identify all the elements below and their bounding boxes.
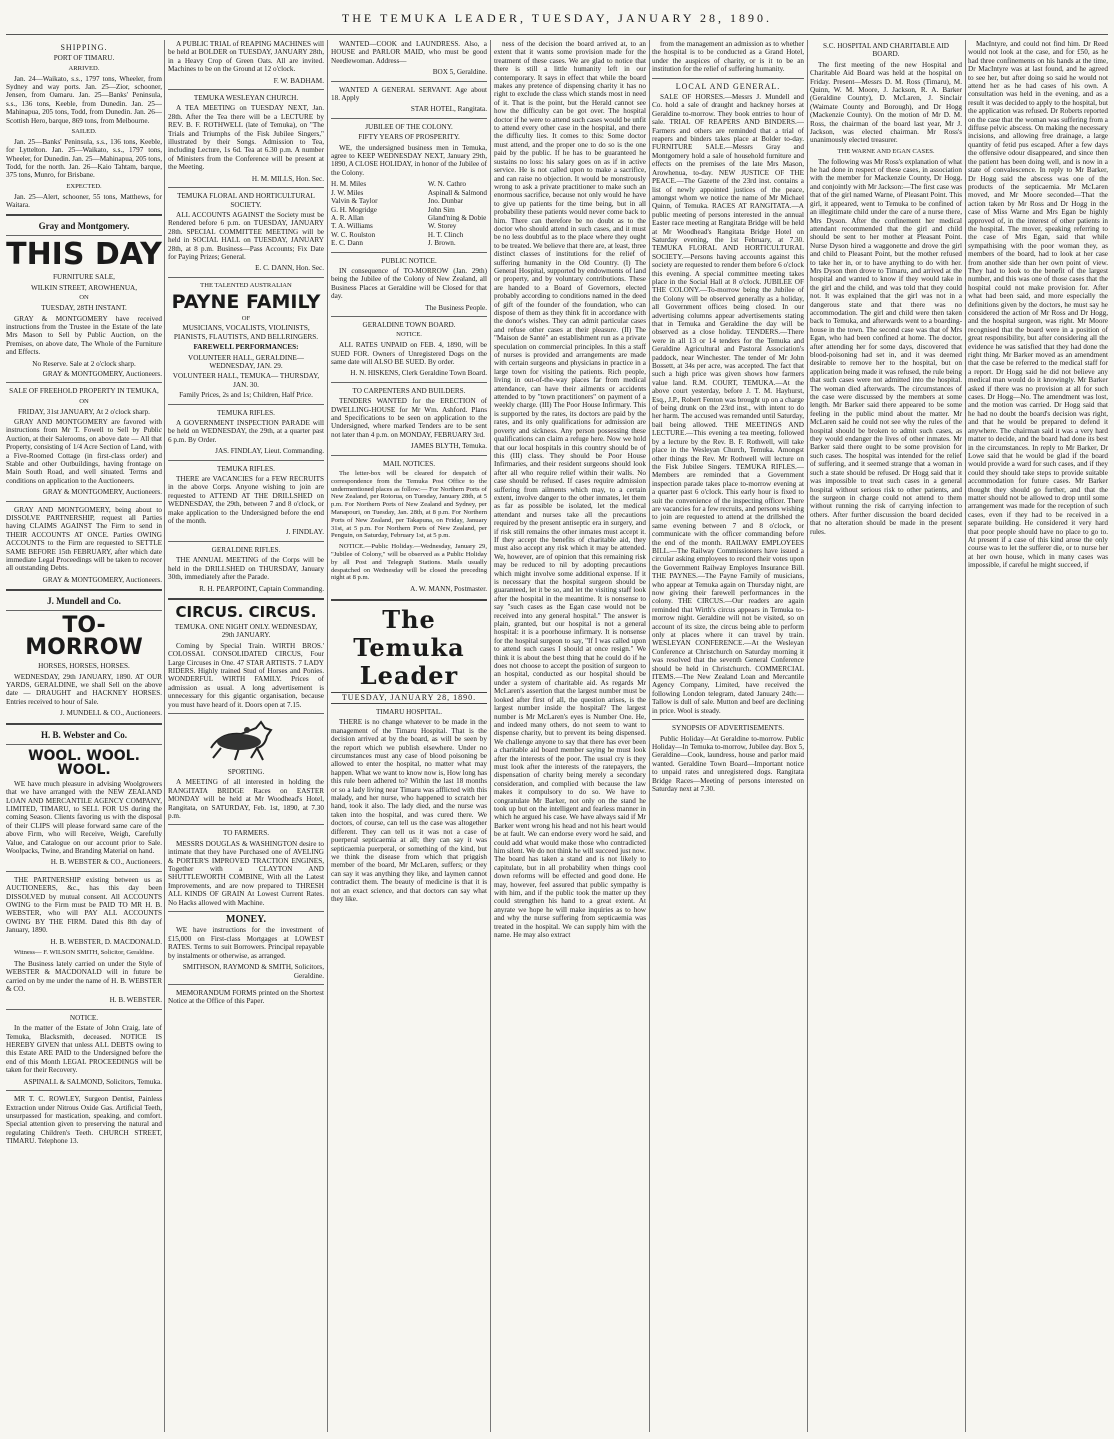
ad-body: GRAY & MONTGOMERY have received instructions from the Trustee in the Estate of the late Mrs Mason to Sell by Public Auction, on the Premises, on above date, The Whole of the Furniture and Effects. (6, 314, 162, 357)
arrived-label: ARRIVED. (68, 64, 100, 72)
rifles-heading: TEMUKA RIFLES. (217, 464, 275, 473)
signatory: H. M. Miles (331, 180, 367, 189)
ad-signature: H. B. WEBSTER. (109, 996, 162, 1005)
divider (168, 911, 324, 912)
divider (6, 589, 162, 591)
expected-text: Jan. 25—Alert, schooner, 55 tons, Matthews, for Waitara. (6, 192, 162, 210)
ad-signature: JAMES BLYTH, Temuka. (410, 442, 487, 451)
payne-geraldine: VOLUNTEER HALL, GERALDINE— WEDNESDAY, JAN. 29. (188, 353, 304, 370)
ad-signature: J. FINDLAY. (285, 528, 324, 537)
ad-body: A GOVERNMENT INSPECTION PARADE will be held on WEDNESDAY, the 29th, at a quarter past 6 p.m. By Order. (168, 419, 324, 444)
divider (168, 824, 324, 825)
column-3 (331, 40, 487, 1432)
column-1 (6, 40, 162, 1432)
notice-heading: NOTICE. (69, 1013, 99, 1022)
signatory: Gland'ning & Dobie (427, 213, 487, 222)
synopsis-text: Public Holiday—At Geraldine to-morrow. Public Holiday—In Temuka to-morrow, Jubilee day. Box 5, Geraldine—Cook, laundress, house and parlor maid wanted. Geraldine Town Board—Important notice to unpaid rates and unregistered dogs. Rangitata Bridge Races—Meeting of persons interested on Saturday next at 7.30. (652, 734, 804, 793)
editorial-text: ness of the decision the board arrived at, to an extent that it wants some provision made for the treatment of these cases. We are glad to notice that there is still a little humanity left in our contemporary. It says in effect that while the board makes any pretence of dispensing charity it has no right to exclude the class which stands most in need of it. That is the point, but the Herald cannot see how the difficulty can be got over. The hospital doctor if he were to attend such cases would be unfit to attend every other case in the hospital, and there the difficulty lies. It comes to this: Some doctor must attend, and the proper one to do so is the one paid by the public. If he has to be guaranteed he sustains no loss: his salary goes on as if in active service. He is not called upon to make a sacrifice, and can raise no objection. It would be monstrously wrong to ask a private practitioner to make such an enormous sacrifice, because not only would he have to give up patients for the time being, but in all probability these patients would never come back to him. There can therefore be no doubt as to the doctor who should attend in such cases, and it must be no less doubtful as to the place where they ought to be treated. We believe that there are, at least, three distinct classes of institutions for the relief of suffering humanity in the Old Country. (I) The General Hospital, supported by endowments of land or property, and by voluntary contributions. These are handed to a Board of Governors, elected probably according to conditions named in the deed of gift of the founder of the foundation, who can dispose of them as they think fit in accordance with the donor's wishes. They can admit particular cases and refuse other cases at their pleasure. (II) The "Maison de Santé" an establishment run as a private speculation on commercial principles. In this a staff of nurses is provided and arrangements are made with certain surgeons and physicians in practice in a large town for visiting the patients. Rich people, living in out-of-the-way places far from medical attendance, can have their ailments or accidents attended to by "town practitioners" on payment of a weekly charge. (III) The Poor House Infirmary. This is supported by the rates, its doctors are paid by the rates, and its only qualifications for admission are poverty and sickness. Any person possessing these qualifications can claim a refuge here. Now we hold that our local hospitals in this country should be of this (III) class. They should be Poor House Infirmaries, and their resident surgeons should look after all who require relief within their walls. No case should be refused. If cases require admission suffering from ailments which may, to a certain extent, involve danger to the other inmates, let them as far as possible be isolated, let the medical attendant and nurses take all the precautions required by the present antiseptic era in surgery, and if risk still remains the other inmates must accept it. If they accept the benefits of charitable aid, they must also accept any risk which it may be attended. We, however, are of opinion that this remaining risk may be reduced to nil by adopting precautions which might involve some additional expense. If it is necessary that the hospital surgeon should be guaranteed, let it be so, and let the visiting staff look after the hospital in the meantime. It is nonsense to say "such cases as the Egan case would not be received into any general hospital." The answer is plain, granted, but our hospital is not a general hospital: it is a poorhouse infirmary. It is nonsense for the hospital surgeon to say, "If I was called upon to attend such cases I should at once resign." We think it is about the best thing that he could do if he does not choose to accept the position of surgeon to an hospital, conducted as our hospital should be under a system of charitable aid. As regards Mr McLaren's assertion that the largest number must be looked after first of all, the question arises, is the largest number inside the hospital? The largest number is Mr McLaren's eyes is Number One. He, and indeed many others, do not seem to want to dispense charity, but to prevent its being dispensed. We challenge anyone to say that there has ever been a charitable aid board member saying he must look after the interests of the poor. The usual cry is they must look after the interests of the ratepayers, the dispensation of charity being merely a secondary consideration, and complied with because the law makes it compulsory to do so. We have to congratulate Mr Barker, not only on the stand he took up but on the intelligent and fearless manner in which he argued his case. We have always said if Mr Barker went wrong his head and not his heart would be at fault. We can endorse every word he said, and could add what would make those who contradicted him silent. We do not think he will succeed just now. The board has taken a stand and is not likely to capitulate, but in all probability when things cool down reforms will be effected and good done. He may, however, feel assured that public sympathy is with him, and if the public took the matter up they could strengthen his hand to a great extent. At anyrate we hope he will make inquiries as to how and why the nurse suffering from septicaemia was treated in the hospital. We can supply him with the name. He may also extract (494, 40, 646, 940)
column-2 (168, 40, 324, 1432)
mail-note: NOTICE.—Public Holiday.—Wednesday, January 29, "Jubilee of Colony," will be observed as a Public Holiday by all Post and Telegraph Stations. Mails usually despatched on Wednesday will be closed the preceding night at 8 p.m. (331, 543, 487, 582)
report-text: The first meeting of the new Hospital and Charitable Aid Board was held at the hospital on Friday. Present—Messrs D. M. Ross (Timaru), M. Quinn, W. M. Moore, J. Jackson, R. A. Barker (Geraldine County), D. McLaren, J. Sinclair (Waimate County and Borough), and Dr Hogg (Mackenzie County). On the motion of Mr D. M. Ross, the chairman of the board last year, Mr J. Jackson, was elected chairman. Mr Ross's unanimously elected treasurer. (810, 60, 962, 145)
divider (6, 723, 162, 725)
ad-body: WEDNESDAY, 29th JANUARY, 1890. AT OUR YARDS, GERALDINE, we shall Sell on the above date — DRAUGHT and HACKNEY HORSES. Entries received to hour of Sale. (6, 672, 162, 706)
expected-label: EXPECTED. (66, 182, 102, 190)
ad-body: IN consequence of TO-MORROW (Jan. 29th) being the Jubilee of the Colony of New Zealand, all Business Places at Geraldine will be Closed for that day. (331, 266, 487, 301)
ad-body: GRAY AND MONTGOMERY, being about to DISSOLVE PARTNERSHIP, request all Parties having CLAIMS AGAINST The Firm to send in THEIR ACCOUNTS AT ONCE. Parties OWING ACCOUNTS to the Firm are requested to SETTLE SAME BEFORE 15th FEBRUARY, after which date immediate Legal Proceedings will be taken to recover all outstanding Debts. (6, 505, 162, 573)
ad-signature: F. W. BADHAM. (273, 76, 324, 85)
signatory: Jno. Dunbar (427, 197, 464, 206)
divider (331, 316, 487, 317)
divider (168, 187, 324, 188)
payne-of: OF (241, 314, 251, 322)
divider (6, 1009, 162, 1010)
column-rule (807, 40, 808, 1432)
ad-signature: ASPINALL & SALMOND, Solicitors, Temuka. (23, 1077, 162, 1086)
divider (168, 460, 324, 461)
signatories-left (331, 180, 377, 247)
divider (168, 984, 324, 985)
ad-body: THE ANNUAL MEETING of the Corps will be held in the DRILLSHED on THURSDAY, January 30th, immediately after the Parade. (168, 556, 324, 582)
mail-heading: MAIL NOTICES. (382, 459, 436, 468)
notice-label: NOTICE. (396, 331, 422, 339)
payne-desc: MUSICIANS, VOCALISTS, VIOLINISTS, PIANISTS, FLAUTISTS, AND BELLRINGERS. (173, 324, 319, 341)
ad-body: WANTED—COOK and LAUNDRESS. Also, a HOUSE and PARLOR MAID, who must be good Needlewoman. Address— (331, 40, 487, 65)
signatory: Aspinall & Salmond (427, 188, 487, 197)
jubilee-heading: JUBILEE OF THE COLONY. (365, 122, 453, 131)
ad-body: MEMORANDUM FORMS printed on the Shortest Notice at the Office of this Paper. (168, 988, 324, 1006)
payne-prices: Family Prices, 2s and 1s; Children, Half Price. (179, 391, 313, 400)
ad-signature: R. H. PEARPOINT, Captain Commanding. (199, 584, 324, 593)
fifty-years: FIFTY YEARS OF PROSPERITY. (358, 133, 460, 142)
ad-body: THE PARTNERSHIP existing between us as AUCTIONEERS, &c., has this day been DISSOLVED by mutual consent. All ACCOUNTS OWING to the Firm must be PAID TO MR H. B. WEBSTER, who will PAY ALL ACCOUNTS OWING BY THE FIRM. Dated this 8th day of January, 1890. (6, 875, 162, 935)
column-rule (164, 40, 165, 1432)
payne-pre: THE TALENTED AUSTRALIAN (200, 281, 292, 289)
signatories-right (428, 180, 487, 247)
masthead: The Temuka Leader (353, 604, 465, 690)
divider (168, 404, 324, 405)
ad-body: WE, the undersigned business men in Temuka, agree to KEEP WEDNESDAY NEXT, January 29th, 1890, A CLOSE HOLIDAY, in honor of the Jubilee of the Colony. (331, 143, 487, 177)
ad-signature: BOX 5, Geraldine. (432, 68, 487, 77)
editorial-text: THERE is no change whatever to be made in the management of the Timaru Hospital. That is the decision arrived at by the board, as will be seen by the report which we publish elsewhere. Under no circumstances must any case of blood poisoning be allowed to enter the hospital, no matter what may happen. What we want to know now is, How long has this rule been adhered to? Within the last 18 months or so a lady living near Timaru was afflicted with this malady, and her nurse, who happened to scratch her hand, took it also. The lady died, and the nurse was taken into the hospital, and was cured there. We doctors, of course, can tell us the case was altogether different. They can tell us it was not a case of puerperal septicaemia at all; they can say it was septicaemia puerperal, or something of the kind, but we think the disease from which that priggish member of the board, Mr McLaren, suffers; or they can say it was anything they like, and laymen cannot contradict them. The beauty of medicine is that it is not an exact science, and that doctors can say what they like. (331, 718, 487, 903)
ad-body: WANTED A GENERAL SERVANT. Age about 18. Apply (331, 85, 487, 103)
town-board-heading: GERALDINE TOWN BOARD. (362, 320, 456, 329)
firm-name: H. B. Webster and Co. (41, 729, 127, 740)
report-text: MacIntyre, and could not find him. Dr Reed would not look at the case, and for £50, as he had three confinements on his hands at the time, Dr MacIntyre was at last found, and he agreed to see her, but after doing so said he would not attend her as he had cases of his own. A consultation was held in the evening, and as a result it was decided to apply to the hospital, but the application was refused. Dr Roberts reported on the case that the woman was suffering from a diffuse pelvic abscess. On making the necessary incisions, and allowing free drainage, a large quantity of fetid pus escaped. After a few days the offensive odour disappeared, and since then the patient has been doing well, and is now in a state of convalescence. In reply to Mr Barker, Dr Hogg said the abscess was one of the products of the septicaemia. Mr McLaren moved, and Mr Moore seconded—That the action taken by Mr Ross and Dr Hogg in the case of Miss Warne and Mrs Egan be highly approved of, in the interest of other patients in the hospital. The mover, speaking referring to the case of Mrs Egan, said that while sympathising with the poor woman they, as members of the board, had to look at her case from another side than her own point of view. They had to look to the benefit of the largest number, and this was one of those cases that the hospital could not make provision for. After what had been said, and more especially the definitions given by the doctors, he must say he considered the action of Mr Ross and Dr Hogg, and the hospital surgeon, was right. Mr Moore recognised that the board were in a position of great responsibility, but after considering all the evidence he was satisfied that they had done the right thing. Mr Barker moved as an amendment that the case be referred to the medical staff for a report. Dr Hogg said he did not believe any medical man would do it knowingly. Mr Barker asked if there was no provision at all for such cases. Dr Hogg—No. The amendment was lost, and the motion was carried. Dr Hogg said that he had no doubt the board's decision was right, and that he would be prepared to defend it anywhere. The chairman said it was a very hard matter to decide, and the board had done its best in the circumstances. In reply to Mr Barker, Dr Lowe said that he would be glad if the board would provide a ward for such cases, and if they could they should take steps to provide suitable accommodation for future cases. Mr Barker thought they should go further, and that the matter should not be allowed to drop until some arrangement was made for the reception of such cases, even if they had to be received in a separate building. He considered it very hard that poor people should have no place to go to. At present if a case of this kind arose the only course was to let the sufferer die, or to nurse her at her own house, which in many cases was impossible, if careful he might succeed, if (968, 40, 1108, 570)
column-5 (652, 40, 804, 1432)
divider (6, 214, 162, 216)
divider (331, 382, 487, 383)
furniture-sale: FURNITURE SALE, (53, 273, 115, 282)
ad-signature: GRAY & MONTGOMERY, Auctioneers. (42, 369, 162, 378)
sale-date: TUESDAY, 28TH INSTANT. (41, 304, 127, 313)
ad-signature: A. W. MANN, Postmaster. (410, 585, 487, 594)
signatory: E. C. Dann (331, 239, 363, 248)
hospital-board-heading: S.C. HOSPITAL AND CHARITABLE AID BOARD. (823, 42, 949, 59)
ad-terms: No Reserve. Sale at 2 o'clock sharp. (32, 359, 136, 368)
rifles-heading: TEMUKA RIFLES. (217, 408, 275, 417)
mail-text: The letter-box will be cleared for despatch of correspondence from the Temuka Post Office to the undermentioned places as follow:— For Northern Ports of New Zealand, per Rotorua, on Tuesday, January 28th, at 5 p.m. For Northern Ports of New Zealand and Sydney, per Manapouri, on Tuesday, Jan. 28th, at 8 p.m. For Northern Ports of New Zealand, per Takapuna, on Friday, January 31st, at 5 p.m. For Northern Ports of New Zealand, per Penguin, on Saturday, February 1st, at 5 p.m. (331, 470, 487, 540)
ad-body: THERE are VACANCIES for a FEW RECRUITS in the above Corps. Anyone wishing to join are requested to ATTEND AT THE DRILLSHED on WEDNESDAY, the 29th, between 7 and 8 o'clock, or make application to the Undersigned before the end of the month. (168, 475, 324, 526)
payne-temuka: VOLUNTEER HALL, TEMUKA— THURSDAY, JAN. 30. (172, 372, 320, 389)
arrived-text: Jan. 24—Waikato, s.s., 1797 tons, Wheeler, from Sydney and way ports. Jan. 25—Zior, schooner, Jensen, from Oamaru. Jan. 25—Banks' Peninsula, s.s., 136 tons, Keeble, from Dunedin. Jan. 25—Mahinapua, 205 tons, Todd, from Dunedin. Jan. 26—Scottish Hero, barque, 869 tons, from Melbourne. (6, 74, 162, 125)
on-label: ON (79, 294, 89, 302)
farmers-heading: TO FARMERS. (222, 829, 270, 838)
divider (331, 599, 487, 601)
on-label: ON (79, 397, 89, 405)
ad-signature: H. N. HISKENS, Clerk Geraldine Town Board. (350, 369, 487, 378)
wesleyan-heading: TEMUKA WESLEYAN CHURCH. (193, 94, 299, 103)
ad-body: GRAY AND MONTGOMERY are favored with instructions from Mr T. Fowell to Sell by Public Auction, at their Salerooms, on above date — All that Property, consisting of 1/4 Acre Section of Land, with a Five-Roomed Cottage (in first-class order) and Stable and other Outbuildings, having frontage on Main South Road, and well situated. Terms and conditions on application to the Auctioneers. (6, 417, 162, 485)
divider (331, 455, 487, 456)
column-4 (494, 40, 646, 1432)
public-notice-heading: PUBLIC NOTICE. (381, 256, 437, 265)
ad-body: A TEA MEETING on TUESDAY NEXT, Jan. 28th. After the Tea there will be a LECTURE by REV. B. F. ROTHWELL (late of Temuka), on "The Trials and Triumphs of the Fisk Jubilee Singers," illustrated by their Songs. Admission to Tea, including Lecture, 1s 6d. Tea at 6.30 p.m. A number of Ministers from the Conference will be present at the Meeting. (168, 104, 324, 172)
page-header: THE TEMUKA LEADER, TUESDAY, JANUARY 28, 1890. (341, 11, 773, 25)
freehold-heading: SALE OF FREEHOLD PROPERTY IN TEMUKA, (9, 387, 159, 396)
divider (6, 501, 162, 502)
ad-body: MR T. C. ROWLEY, Surgeon Dentist, Painless Extraction under Nitrous Oxide Gas. Artificial Teeth, unsurpassed for mastication, speaking, and comfort. Special attention given to preserving the natural and regulating Children's Teeth. CHURCH STREET, TIMARU. Telephone 13. (6, 1095, 162, 1146)
ad-signature: H. B. WEBSTER & CO., Auctioneers. (50, 858, 162, 867)
ad-body: WE have instructions for the investment of £15,000 on First-class Mortgages at LOWEST RATES. Terms to suit Borrowers. Principal repayable by instalments or otherwise, as arranged. (168, 926, 324, 960)
sailed-text: Jan. 25—Banks' Peninsula, s.s., 136 tons, Keeble, for Lyttelton. Jan. 25—Waikato, s.s., 1797 tons, Wheeler, for Dunedin. Jan. 25—Mahinapua, 205 tons, Todd, for the north. Jan. 26—Kaio Tahtam, barque, 375 tons, Munro, for Brisbane. (6, 137, 162, 180)
ad-signature: GRAY & MONTGOMERY, Auctioneers. (42, 575, 162, 584)
signatory: J. W. Miles (331, 188, 364, 197)
divider (6, 744, 162, 745)
circus-sub: TEMUKA. ONE NIGHT ONLY. WEDNESDAY, 29th JANUARY. (174, 622, 318, 640)
firm-name: Gray and Montgomery. (38, 221, 130, 232)
circus-heading: CIRCUS. CIRCUS. (175, 602, 317, 621)
cases-subheading: THE WARNE AND EGAN CASES. (837, 147, 935, 155)
divider (6, 610, 162, 611)
ad-signature: SMITHSON, RAYMOND & SMITH, Solicitors, Geraldine. (182, 963, 324, 980)
divider (6, 382, 162, 383)
tomorrow-heading: TO-MORROW (25, 613, 143, 661)
signatory: W. N. Cathro (427, 180, 466, 189)
column-rule (490, 40, 491, 1432)
divider (331, 81, 487, 82)
ad-signature: J. MUNDELL & CO., Auctioneers. (60, 709, 162, 718)
signatory: Valvin & Taylor (331, 197, 378, 206)
signatory: John Sim (427, 205, 455, 214)
header-rule (6, 34, 1108, 35)
sailed-label: SAILED. (71, 128, 97, 136)
ad-body: MESSRS DOUGLAS & WASHINGTON desire to intimate that they have Purchased one of AVELING & PORTER'S IMPROVED TRACTION ENGINES, Together with a CLAYTON AND SHUTTLEWORTH COMBINE, With all the Latest Improvements, and are now prepared to THRESH ALL KINDS OF GRAIN At Lowest Current Rates. No Hacks allowed with Machine. (168, 839, 324, 907)
sale-location: WILKIN STREET, AROWHENUA, (30, 283, 138, 292)
divider (168, 598, 324, 600)
column-rule (649, 40, 650, 1432)
ad-body: In the matter of the Estate of John Craig, late of Temuka, Blacksmith, deceased. NOTICE IS HEREBY GIVEN that unless ALL DEBTS owing to this Estate ARE PAID to the Undersigned before the end of this Month LEGAL PROCEEDINGS will be taken for their Recovery. (6, 1024, 162, 1075)
ad-body: WE have much pleasure in advising Woolgrowers that we have arranged with the NEW ZEALAND LOAN AND MERCANTILE AGENCY COMPANY, LIMITED, TIMARU, to SELL FOR US during the coming Season. Clients favoring us with the disposal of their CLIPS will please forward same care of the above Firm, who will Receive, Weigh, Carefully Value, and Catalogue on our account prior to Sale. Woolpacks, Twine, and Branding Material on hand. (6, 779, 162, 855)
divider (168, 541, 324, 542)
synopsis-heading: SYNOPSIS OF ADVERTISEMENTS. (672, 724, 784, 733)
ad-signature: JAS. FINDLAY, Lieut. Commanding. (215, 447, 324, 456)
racehorse-illustration (201, 718, 291, 764)
column-7 (968, 40, 1108, 1432)
payne-heading: PAYNE FAMILY (171, 290, 321, 313)
divider (331, 118, 487, 119)
divider (6, 235, 162, 236)
ad-signature: GRAY & MONTGOMERY, Auctioneers. (42, 488, 162, 497)
signatory: W. Storey (427, 222, 457, 231)
floral-heading: TEMUKA FLORAL AND HORTICULTURAL SOCIETY. (177, 192, 315, 209)
local-heading: LOCAL AND GENERAL. (675, 81, 781, 91)
ad-signature: E. C. DANN, Hon. Sec. (255, 264, 324, 273)
ad-body: The Business lately carried on under the Style of WEBSTER & MACDONALD will in future be carried on by me under the name of H. B. WEBSTER & CO. (6, 959, 162, 994)
freehold-date: FRIDAY, 31st JANUARY, At 2 o'clock sharp. (18, 407, 150, 416)
sporting-heading: SPORTING. (227, 767, 265, 776)
divider (331, 252, 487, 253)
signatory: W. C. Roulston (331, 230, 376, 239)
signatory: A. R. Allan (331, 213, 364, 222)
ad-signature: H. B. WEBSTER, D. MACDONALD. (50, 937, 162, 946)
ad-body: ALL RATES UNPAID on FEB. 4, 1890, will be SUED FOR. Owners of Unregistered Dogs on the same date will ALSO BE SUED. By order. (331, 341, 487, 366)
money-heading: MONEY. (226, 914, 266, 926)
ad-signature: STAR HOTEL, Rangitata. (410, 105, 487, 114)
divider (6, 871, 162, 872)
divider (652, 78, 804, 79)
ad-body: A PUBLIC TRIAL of REAPING MACHINES will be held at BOLDER on TUESDAY, JANUARY 28th, in a Heavy Crop of Green Oats. All are invited. Machines to be on the Ground at 12 o'clock. (168, 40, 324, 74)
ad-body: A MEETING of all interested in holding the RANGITATA BRIDGE Races on EASTER MONDAY will be held at Mr Woodhead's Hotel, Rangitata, on SATURDAY, Feb. 1st, 1890, at 7.30 p.m. (168, 778, 324, 820)
dateline: TUESDAY, JANUARY 28, 1890. (331, 692, 487, 704)
signatory: T. A. Williams (331, 222, 373, 231)
payne-farewell: FAREWELL PERFORMANCES: (193, 343, 299, 352)
signatories (331, 180, 487, 247)
port-heading: PORT OF TIMARU. (53, 54, 115, 63)
column-6 (810, 40, 962, 1432)
builders-heading: TO CARPENTERS AND BUILDERS. (352, 386, 466, 395)
column-rule (327, 40, 328, 1432)
divider (168, 277, 324, 278)
editorial-text: from the management an admission as to whether the hospital is to be conducted as a Grand Hotel, under the auspices of charity, or is it to be an institution for the relief of suffering humanity. (652, 40, 804, 74)
horses-heading: HORSES, HORSES, HORSES. (38, 662, 130, 671)
report-text: The following was Mr Ross's explanation of what he had done in respect of these cases, in association with the member for Mackenzie County, Dr Hogg, and conjointly with Mr Jackson:—The first case was that of the girl named Warne, of Pleasant Point. This girl, it appeared, went to Temuka to be confined of an illegitimate child under the care of a nurse there, Mrs Dyson. After the confinement her medical attendant recommended that the girl and child should be sent to her mother at Pleasant Point. Nurse Dyson hired a waggonette and drove the girl and child to Pleasant Point, but the mother refused to take her in, or to have anything to do with her. Mrs Dyson then drove to Timaru, and arrived at the hospital and wanted to know if they would take in the girl and the child, and was told that they could not. It was explained that the girl was not in a dangerous state and that there was no accommodation. The girl and child were then taken back to Temuka, and afterwards went to a boarding-house in the town. The second case was that of Mrs Egan, who had been confined at home. The doctor, after attending her for some days, discovered that blood-poisoning had set in, and it was deemed desirable to remove her to the hospital, but on application being made it was refused, the rule being that such cases were not admitted into the hospital. The woman died afterwards. The circumstances of the case were discussed by the members at some length. Mr Barker said there appeared to be some feeling in the public mind about the matter. Mr McLaren said he could not see why the rules of the hospital should be broken to admit such cases, as they would endanger the lives of other inmates. Mr Barker said there ought to be some provision for such cases. The hospital was intended for the relief of suffering, and it seemed strange that a woman in such a state should be refused. Dr Hogg said that it was impossible to treat such cases in a general hospital without serious risk to other patients, and the surgeon in charge could not attend to them without running the risk of carrying infection to others. After further discussion the board decided that no alteration should be made in the present rules. (810, 157, 962, 536)
divider (168, 89, 324, 90)
divider (168, 713, 324, 714)
ad-body: TENDERS WANTED for the ERECTION of DWELLING-HOUSE for Mr Wm. Ashford. Plans and Specifications to be seen on application to the Undersigned, where marked Tenders are to be sent not later than 4 p.m. on MONDAY, FEBRUARY 3rd. (331, 397, 487, 439)
column-rule (965, 40, 966, 1432)
divider (6, 1090, 162, 1091)
firm-name: J. Mundell and Co. (47, 596, 121, 607)
divider (652, 719, 804, 720)
signatory: J. Brown. (427, 239, 456, 248)
signatory: G. H. Mogridge (331, 205, 377, 214)
ad-signature: The Business People. (425, 303, 487, 312)
ad-signature: H. M. MILLS, Hon. Sec. (251, 174, 324, 183)
shipping-heading: SHIPPING. (60, 43, 108, 52)
signatory: H. T. Clinch (427, 230, 464, 239)
geraldine-rifles-heading: GERALDINE RIFLES. (211, 545, 281, 554)
this-day-heading: THIS DAY (6, 237, 162, 273)
ad-witness: Witness— F. WILSON SMITH, Solicitor, Geraldine. (14, 949, 155, 957)
wool-heading: WOOL. WOOL. WOOL. (28, 747, 140, 778)
ad-body: Coming by Special Train. WIRTH BROS.' COLOSSAL CONSOLIDATED CIRCUS, Four Large Circuses in One. 47 STAR ARTISTS. 7 LADY RIDERS. Highly trained Stud of Horses and Ponies. WONDERFUL WIRTH FAMILY. Prices of admission as usual. A long advertisement is unnecessary for this gigantic organisation, because you must have heard of it. Doors open at 7.15. (168, 641, 324, 709)
local-news: SALE OF HORSES.—Messrs J. Mundell and Co. hold a sale of draught and hackney horses at Geraldine to-morrow. They book entries to hour of sale. TRIAL OF REAPERS AND BINDERS.—Farmers and others are reminded that a trial of reapers and binders takes place at Bolder to-day. FURNITURE SALE.—Messrs Gray and Montgomery hold a sale of household furniture and effects on the premises of the late Mrs Mason, Arowhenua, to-day. NEW JUSTICE OF THE PEACE.—The Gazette of the 23rd inst. contains a list of newly appointed justices of the peace, amongst whom we notice the name of Mr Michael Quinn, of Temuka. RACES AT RANGITATA.—A public meeting of persons interested in the annual Easter race meeting at Rangitata Bridge will be held at Mr Woodhead's Rangitata Bridge Hotel on Saturday evening, the 1st February, at 7.30. TEMUKA FLORAL AND HORTICULTURAL SOCIETY.—Persons having accounts against this society are requested to render them before 6 o'clock this evening. A special committee meeting takes place in the Social Hall at 8 o'clock. JUBILEE OF THE COLONY.—To-morrow being the Jubilee of the Colony will be observed generally as a holiday, all Government offices being closed. In our advertising columns appear advertisements stating that in Temuka and Geraldine the day will be observed as a close holiday. TENDERS.—There were in all 13 or 14 tenders for the Temuka and Geraldine Agricultural and Pastoral Association's paddock, near Winchester. The tender of Mr John Bossett, at 34s per acre, was accepted. The fact that such a high price was given shows how farmers value land. R.M. COURT, TEMUKA.—At the above court yesterday, before J. T. M. Hayhurst, Esq., J.P., Robert Fenton was brought up on a charge of being drunk on the 23rd inst., with intent to do her harm. The accused was remanded until Saturday, bail being allowed. THE MEETINGS AND LECTURE.—This evening a tea meeting, followed by a lecture by the Rev. B. F. Rothwell, will take place in the Wesleyan Church, Temuka. Amongst other things the Rev. Mr Rothwell will lecture on the Fisk Jubilee Singers. TEMUKA RIFLES.—Members are reminded that a Government inspection parade takes place to-morrow evening at a quarter past 6 o'clock. This early hour is fixed to suit the convenience of the inspecting officer. There are vacancies for a few recruits, and persons wishing to join are requested to attend at the drillshed the same evening between 7 and 8 o'clock, or communicate with the officer commanding before the end of the month. RAILWAY EMPLOYEES BILL.—The Railway Commissioners have issued a circular asking employees to record their votes upon the Government Railway Employes Insurance Bill. THE PAYNES.—The Payne Family of musicians, who appear at Temuka again on Thursday night, are now giving their farewell performances in the colony. THE CIRCUS.—Our readers are again reminded that Wirth's circus appears in Temuka to-morrow night. Geraldine will not be visited, so on account of its size, the circus being able to perform only at places where it can travel by train. WESLEYAN CONFERENCE.—At the Wesleyan Conference at Christchurch on Saturday morning it was resolved that the seventh General Conference should be held in Christchurch. COMMERCIAL ITEMS.—The New Zealand Loan and Mercantile Agency Company, Limited, have received the following London telegram, dated January 24th:—Tallow is dull of sale. Mutton and beef are declining in price. Wool is steady. (652, 93, 804, 715)
ad-body: ALL ACCOUNTS AGAINST the Society must be Rendered before 6 p.m. on TUESDAY, JANUARY 28th. SPECIAL COMMITTEE MEETING will be held in SOCIAL HALL on TUESDAY, JANUARY 28th, at 8 p.m. Business—Pass Accounts; Fix Date for Paying Prizes; General. (168, 210, 324, 261)
editorial-heading: TIMARU HOSPITAL. (375, 708, 443, 717)
